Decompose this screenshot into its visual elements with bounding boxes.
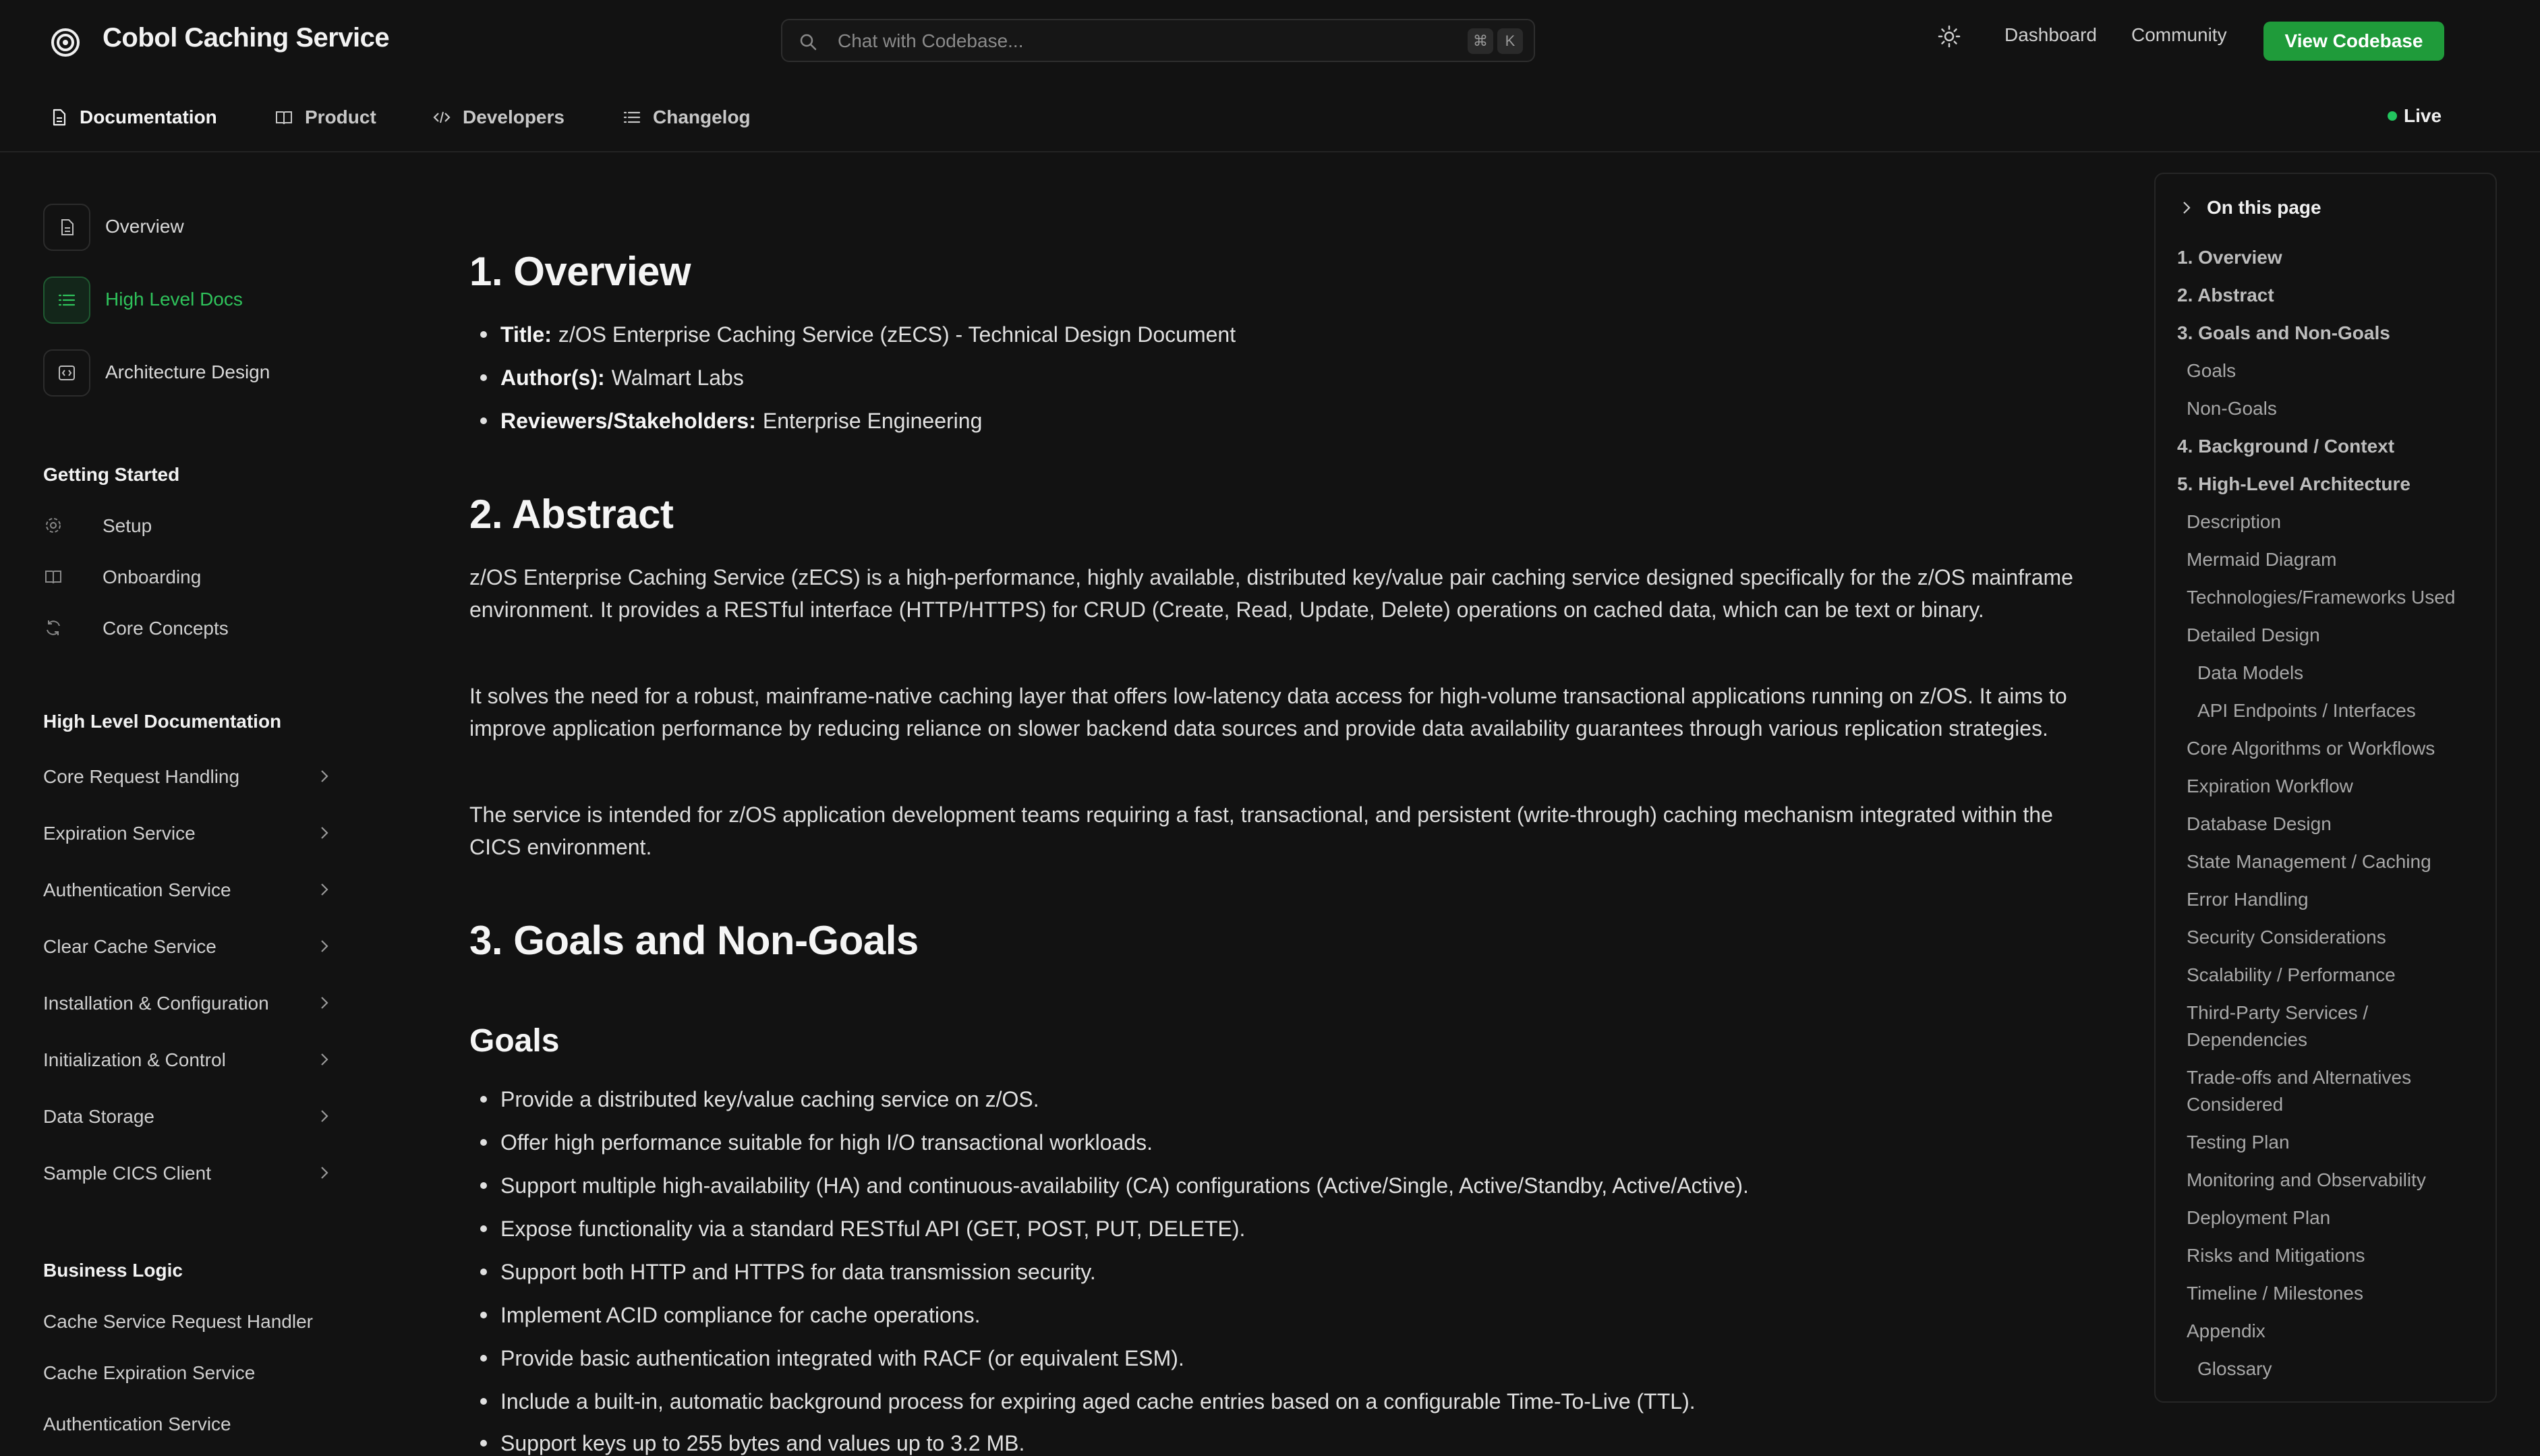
field-value: z/OS Enterprise Caching Service (zECS) - Technical Design Document (558, 322, 1236, 347)
sidebar-item-core-concepts[interactable]: Core Concepts (103, 618, 229, 639)
goals-subheading: Goals (469, 1023, 560, 1059)
chevron-right-icon[interactable] (316, 1051, 333, 1068)
toc-item[interactable]: Monitoring and Observability (2187, 1169, 2426, 1190)
toc-item[interactable]: Testing Plan (2187, 1132, 2290, 1153)
toc-item[interactable]: Detailed Design (2187, 624, 2320, 645)
high-level-docs-nav-icon-box[interactable] (43, 276, 90, 324)
sidebar-item-cache-expiration-service[interactable]: Cache Expiration Service (43, 1362, 256, 1383)
toc-item[interactable]: Data Models (2197, 662, 2304, 683)
sidebar-item-overview[interactable]: Overview (105, 216, 184, 237)
toc-item[interactable]: State Management / Caching (2187, 851, 2431, 872)
sidebar-item-expiration-service[interactable]: Expiration Service (43, 823, 196, 844)
tab-label: Changelog (653, 107, 751, 127)
list-item: Support both HTTP and HTTPS for data transmission security. (480, 1260, 1096, 1285)
tab-developers[interactable] (432, 105, 565, 129)
chevron-right-icon[interactable] (316, 767, 333, 785)
abstract-heading: 2. Abstract (469, 492, 674, 537)
toc-item[interactable]: Mermaid Diagram (2187, 549, 2337, 570)
tab-product[interactable] (274, 105, 376, 129)
list-item: Expose functionality via a standard RESTful API (GET, POST, PUT, DELETE). (480, 1217, 1245, 1242)
field-value: Walmart Labs (611, 366, 744, 390)
sidebar-item-sample-cics-client[interactable]: Sample CICS Client (43, 1163, 211, 1184)
chevron-right-icon[interactable] (316, 824, 333, 842)
list-item: Include a built-in, automatic background process for expiring aged cache entries based on a configurable Time-To-Live (TTL). (480, 1389, 1696, 1414)
tab-documentation[interactable] (49, 105, 217, 129)
toc-item[interactable]: Database Design (2187, 813, 2332, 834)
overview-field-title (480, 322, 1236, 347)
sidebar-item-authentication-service-logic[interactable]: Authentication Service (43, 1414, 231, 1434)
status-label: Live (2404, 105, 2442, 126)
abstract-paragraph: It solves the need for a robust, mainframe-native caching layer that offers low-latency data access for high-volume transactional applications running on z/OS. It aims to improve application performance by reducing reliance on slower backend data sources and provide data availability guarantees through various replication strategies. (469, 684, 2067, 740)
toc-item[interactable]: Trade-offs and Alternatives Considered (2187, 1067, 2412, 1115)
code-box-icon (56, 362, 78, 384)
chevron-right-icon[interactable] (316, 1107, 333, 1125)
chevron-right-icon (2178, 200, 2195, 216)
sidebar-item-authentication-service[interactable]: Authentication Service (43, 879, 231, 900)
high-level-documentation-title: High Level Documentation (43, 711, 282, 732)
overview-heading: 1. Overview (469, 249, 691, 294)
architecture-nav-icon-box[interactable] (43, 349, 90, 397)
chevron-right-icon[interactable] (316, 937, 333, 955)
sidebar-item-initialization-control[interactable]: Initialization & Control (43, 1049, 226, 1070)
toc-item[interactable]: Goals (2187, 360, 2236, 381)
list-item: Provide basic authentication integrated with RACF (or equivalent ESM). (480, 1346, 1184, 1371)
business-logic-title: Business Logic (43, 1260, 183, 1281)
search-input[interactable] (836, 24, 1419, 58)
logo-icon[interactable] (49, 26, 82, 59)
sidebar-item-architecture-design[interactable]: Architecture Design (105, 361, 270, 382)
community-link[interactable]: Community (2131, 24, 2227, 45)
sidebar-item-setup[interactable]: Setup (103, 515, 152, 536)
abstract-paragraph: The service is intended for z/OS application development teams requiring a fast, transactional, and persistent (write-through) caching mechanism integrated within the CICS environment. (469, 803, 2053, 859)
top-header (0, 0, 2540, 152)
status-badge (2388, 105, 2442, 127)
toc-header[interactable] (2178, 197, 2321, 219)
status-dot (2388, 111, 2397, 121)
toc-item[interactable]: Timeline / Milestones (2187, 1283, 2363, 1304)
gear-icon (43, 515, 63, 535)
list-item: Support keys up to 255 bytes and values up to 3.2 MB. (480, 1431, 1024, 1456)
search-icon (799, 32, 817, 51)
view-codebase-button[interactable]: View Codebase (2263, 22, 2444, 61)
toc-item[interactable]: Scalability / Performance (2187, 964, 2396, 985)
list-item: Implement ACID compliance for cache operations. (480, 1303, 980, 1328)
file-icon (49, 107, 69, 127)
sidebar-item-onboarding[interactable]: Onboarding (103, 566, 202, 587)
field-value: Enterprise Engineering (762, 409, 983, 433)
toc-item[interactable]: Technologies/Frameworks Used (2187, 587, 2456, 608)
list-icon (622, 107, 642, 127)
sidebar-item-high-level-docs[interactable]: High Level Docs (105, 289, 243, 310)
toc-item[interactable]: Expiration Workflow (2187, 776, 2353, 796)
toc-item[interactable]: Glossary (2197, 1358, 2272, 1379)
sun-icon[interactable] (1937, 24, 1961, 49)
overview-field-reviewers (480, 409, 982, 434)
list-item: Offer high performance suitable for high I/O transactional workloads. (480, 1130, 1153, 1155)
toc-item[interactable]: Description (2187, 511, 2282, 532)
shortcut-key-k: K (1497, 28, 1523, 54)
sidebar-item-cache-service-request-handler[interactable]: Cache Service Request Handler (43, 1311, 313, 1332)
list-icon (56, 289, 78, 311)
refresh-icon (43, 618, 63, 638)
field-key: Author(s): (500, 366, 605, 390)
toc-item[interactable]: 1. Overview (2177, 247, 2282, 268)
getting-started-title: Getting Started (43, 464, 180, 485)
file-icon (56, 216, 78, 238)
toc-item[interactable]: API Endpoints / Interfaces (2197, 700, 2416, 721)
book-icon (43, 566, 63, 587)
book-icon (274, 107, 294, 127)
app-title[interactable]: Cobol Caching Service (103, 23, 390, 53)
toc-item[interactable]: 4. Background / Context (2177, 436, 2395, 457)
tab-changelog[interactable] (622, 105, 751, 129)
overview-field-authors (480, 366, 744, 390)
toc-item[interactable]: 3. Goals and Non-Goals (2177, 322, 2390, 343)
abstract-paragraph: z/OS Enterprise Caching Service (zECS) is a high-performance, highly available, distributed key/value pair caching service designed specifically for the z/OS mainframe environment. It provides a RESTful interface (HTTP/HTTPS) for CRUD (Create, Read, Update, Delete) operations on cached data, which can be text or binary. (469, 565, 2073, 622)
goals-non-goals-heading: 3. Goals and Non-Goals (469, 918, 919, 963)
toc-item[interactable]: Third-Party Services / Dependencies (2187, 1002, 2369, 1050)
field-key: Reviewers/Stakeholders: (500, 409, 756, 433)
sidebar-item-core-request-handling[interactable]: Core Request Handling (43, 766, 240, 787)
tab-label: Developers (463, 107, 565, 127)
toc-item[interactable]: Non-Goals (2187, 398, 2277, 419)
tab-label: Product (305, 107, 376, 127)
sidebar-item-data-storage[interactable]: Data Storage (43, 1106, 154, 1127)
tab-label: Documentation (80, 107, 217, 127)
code-icon (432, 107, 452, 127)
search-bar[interactable] (781, 19, 1535, 62)
chevron-right-icon[interactable] (316, 994, 333, 1012)
toc-item[interactable]: 5. High-Level Architecture (2177, 473, 2411, 494)
toc-item[interactable]: Appendix (2187, 1320, 2265, 1341)
chevron-right-icon[interactable] (316, 1164, 333, 1182)
sidebar-item-installation-configuration[interactable]: Installation & Configuration (43, 993, 269, 1014)
shortcut-key-cmd: ⌘ (1468, 28, 1493, 54)
toc-item[interactable]: Error Handling (2187, 889, 2309, 910)
toc-item[interactable]: Deployment Plan (2187, 1207, 2331, 1228)
list-item: Provide a distributed key/value caching service on z/OS. (480, 1087, 1039, 1112)
dashboard-link[interactable]: Dashboard (2004, 24, 2097, 45)
field-key: Title: (500, 322, 552, 347)
overview-nav-icon-box[interactable] (43, 204, 90, 251)
toc-item[interactable]: Risks and Mitigations (2187, 1245, 2365, 1266)
toc-item[interactable]: 2. Abstract (2177, 285, 2274, 305)
toc-item[interactable]: Security Considerations (2187, 927, 2386, 948)
toc-item[interactable]: Core Algorithms or Workflows (2187, 738, 2435, 759)
sidebar-item-clear-cache-service[interactable]: Clear Cache Service (43, 936, 217, 957)
toc-title: On this page (2207, 197, 2321, 218)
list-item: Support multiple high-availability (HA) and continuous-availability (CA) configurations (Active/Single, Active/Standby, Active/Active). (480, 1173, 1749, 1198)
chevron-right-icon[interactable] (316, 881, 333, 898)
